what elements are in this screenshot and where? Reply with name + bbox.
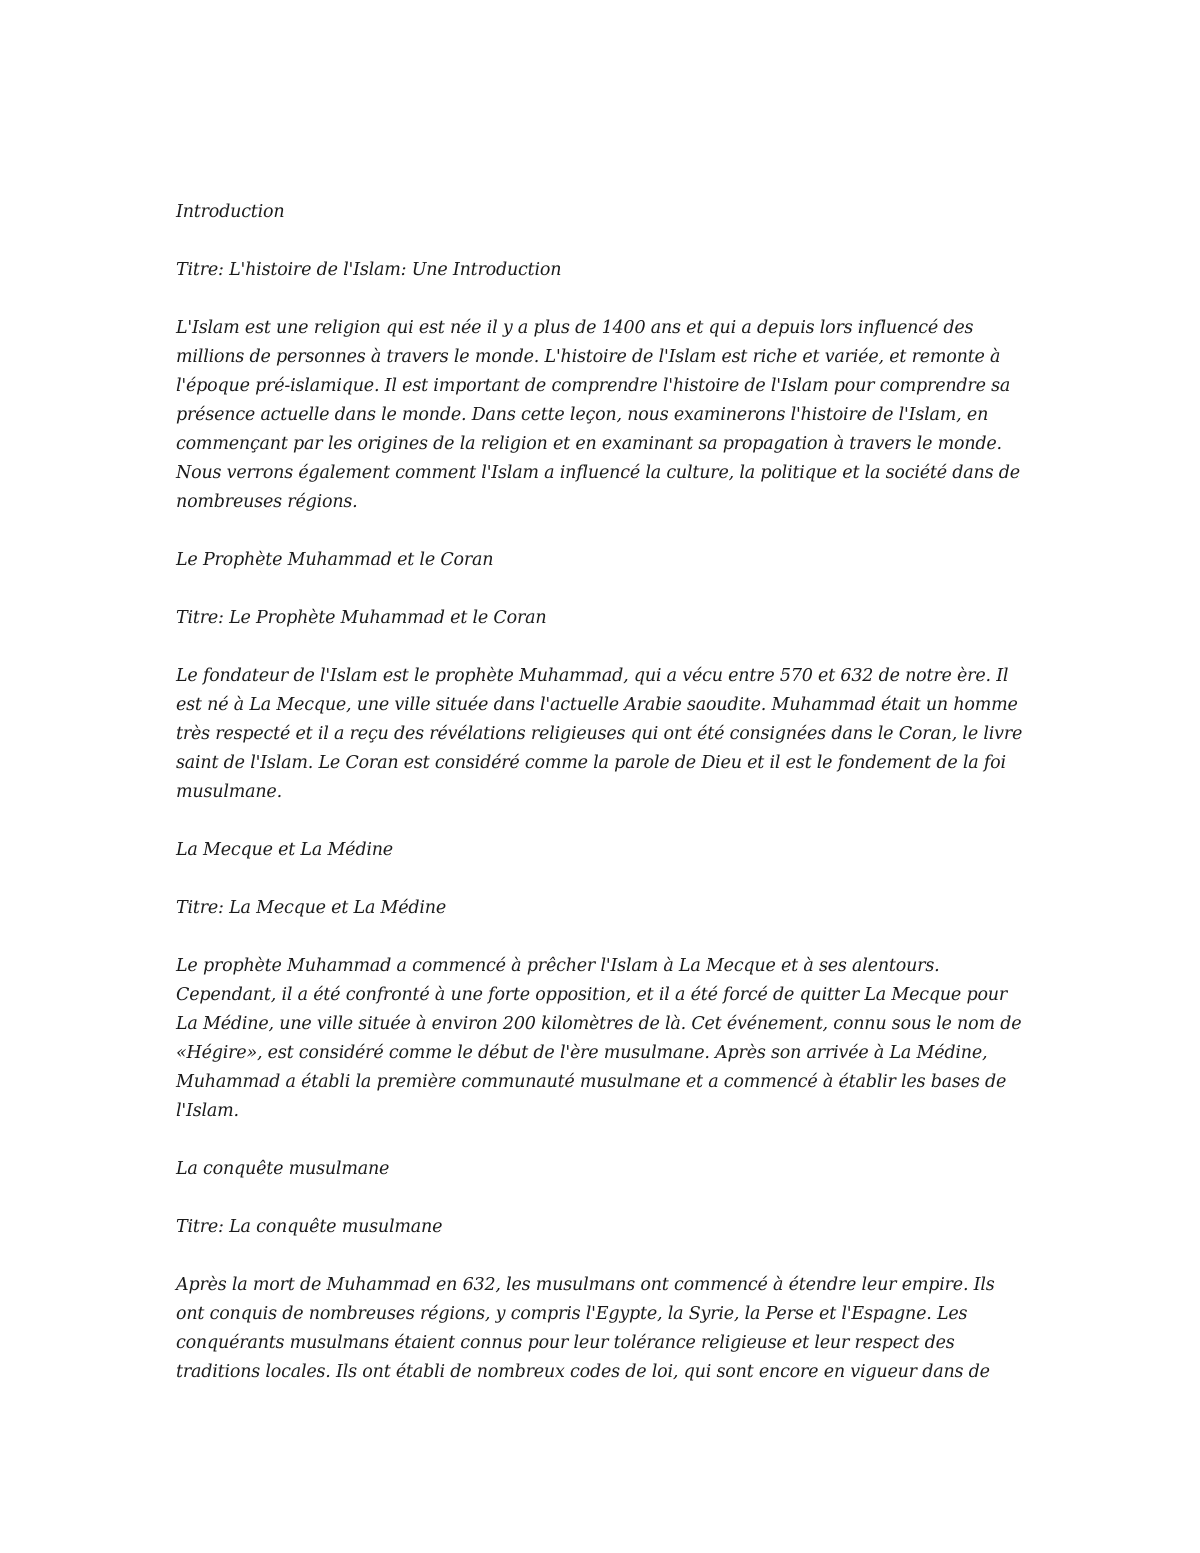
section-paragraph-introduction: L'Islam est une religion qui est née il y a plus de 1400 ans et qui a depuis lors influencé des millions de personnes à travers le monde. L'histoire de l'Islam est riche et variée, et remonte à l'époque pré-islamique. Il est important de comprendre l'histoire de l'Islam pour comprendre sa présence actuelle dans le monde. Dans cette leçon, nous examinerons l'histoire de l'Islam, en commençant par les origines de la religion et en examinant sa propagation à travers le monde. Nous verrons également comment l'Islam a influencé la culture, la politique et la société dans de nombreuses régions. [176,318,1020,512]
section-heading-introduction: Introduction [176,202,285,222]
section-paragraph-mecque-medine: Le prophète Muhammad a commencé à prêcher l'Islam à La Mecque et à ses alentours. Cependant, il a été confronté à une forte opposition, et il a été forcé de quitter La Mecque pour La Médine, une ville située à environ 200 kilomètres de là. Cet événement, connu sous le nom de «Hégire», est considéré comme le début de l'ère musulmane. Après son arrivée à La Médine, Muhammad a établi la première communauté musulmane et a commencé à établir les bases de l'Islam. [176,956,1022,1121]
section-heading-prophet: Le Prophète Muhammad et le Coran [176,550,494,570]
section-title-conquete: Titre: La conquête musulmane [176,1217,443,1237]
section-title-prophet: Titre: Le Prophète Muhammad et le Coran [176,608,547,628]
section-paragraph-conquete: Après la mort de Muhammad en 632, les musulmans ont commencé à étendre leur empire. Ils ont conquis de nombreuses régions, y compris l'Egypte, la Syrie, la Perse et l'Espagne. Les conquérants musulmans étaient connus pour leur tolérance religieuse et leur respect des traditions locales. Ils ont établi de nombreux codes de loi, qui sont encore en vigueur dans de [176,1275,995,1382]
section-paragraph-prophet: Le fondateur de l'Islam est le prophète Muhammad, qui a vécu entre 570 et 632 de notre ère. Il est né à La Mecque, une ville située dans l'actuelle Arabie saoudite. Muhammad était un homme très respecté et il a reçu des révélations religieuses qui ont été consignées dans le Coran, le livre saint de l'Islam. Le Coran est considéré comme la parole de Dieu et il est le fondement de la foi musulmane. [176,666,1023,802]
document-body [176,198,1026,1416]
section-title-introduction: Titre: L'histoire de l'Islam: Une Introduction [176,260,562,280]
section-heading-mecque-medine: La Mecque et La Médine [176,840,393,860]
section-heading-conquete: La conquête musulmane [176,1159,390,1179]
section-title-mecque-medine: Titre: La Mecque et La Médine [176,898,447,918]
